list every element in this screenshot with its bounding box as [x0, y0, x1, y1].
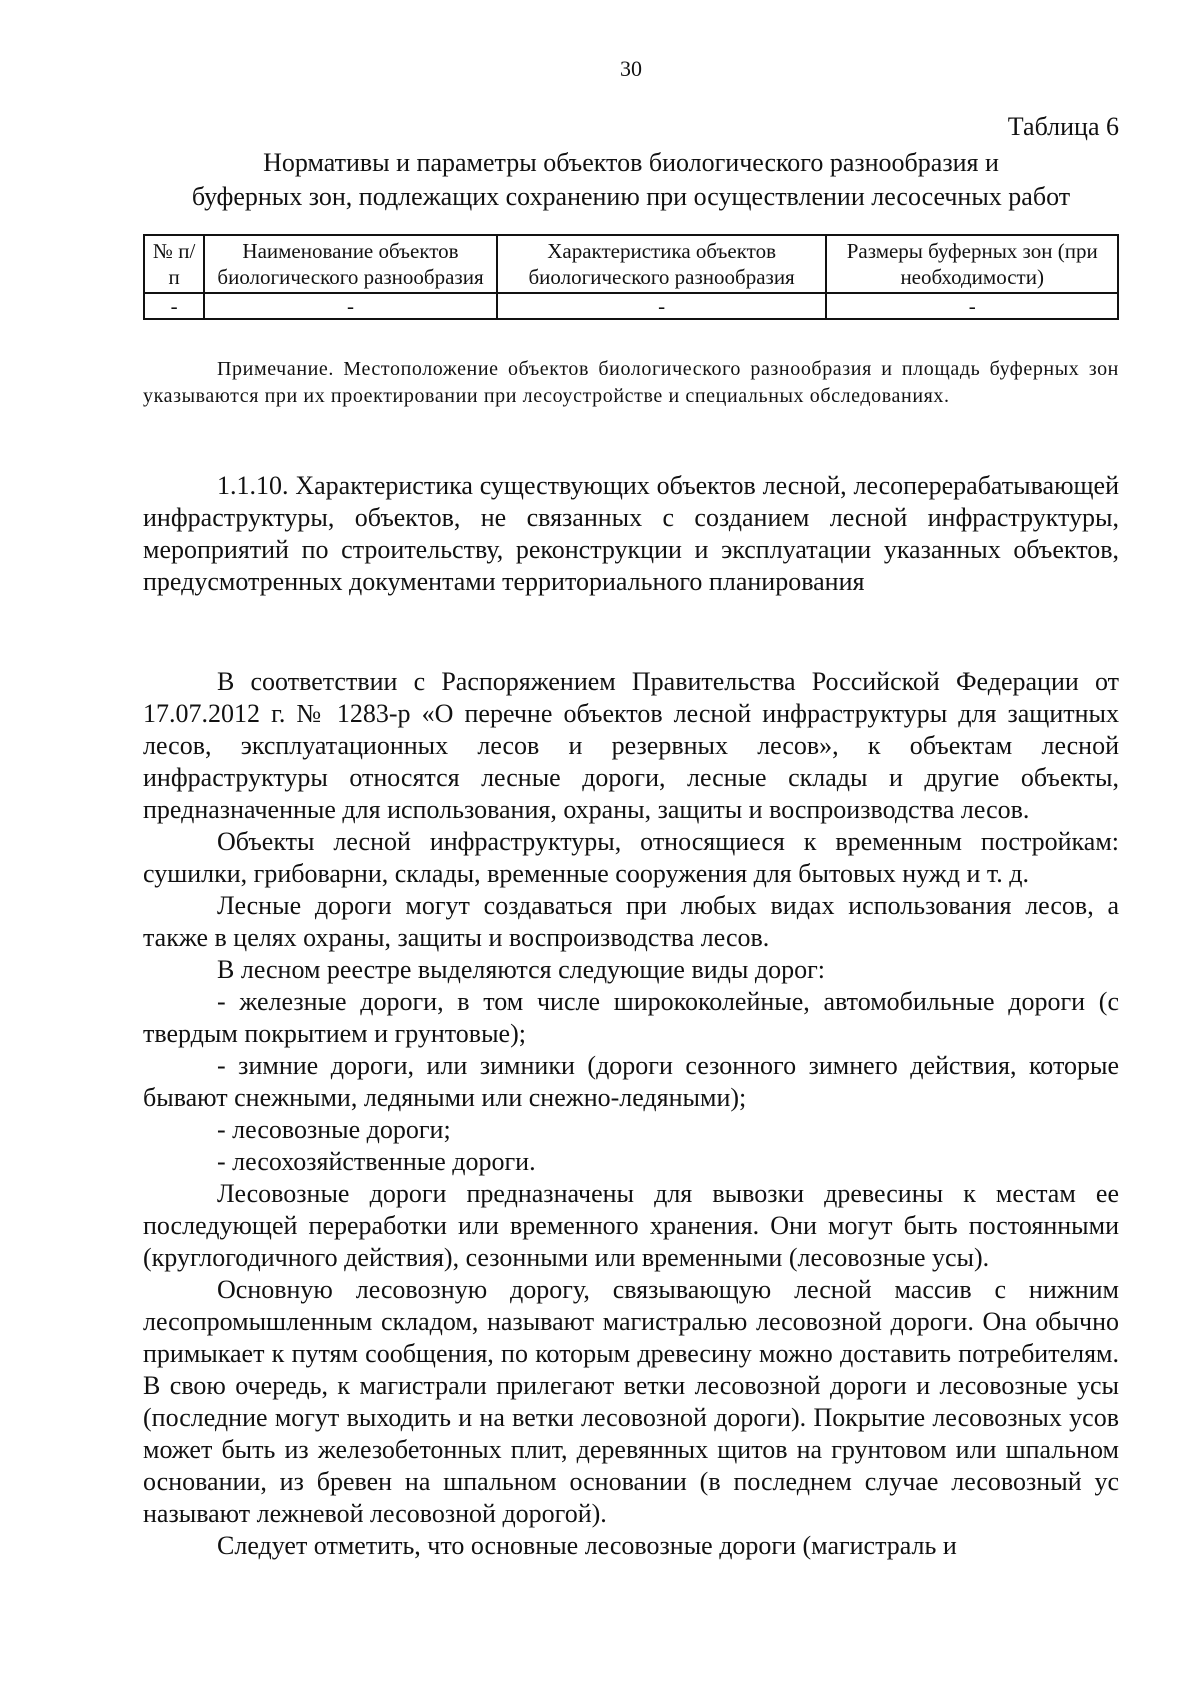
list-item: - лесохозяйственные дороги.	[217, 1147, 536, 1176]
header-cell-object-name: Наименование объектов биологического разнообразия	[204, 235, 497, 293]
table-note: Примечание. Местоположение объектов биологического разнообразия и площадь буферных зон указываются при их проектировании при лесоустройстве и специальных обследованиях.	[143, 358, 1119, 407]
table-title-line-1: Нормативы и параметры объектов биологического разнообразия и	[263, 148, 999, 177]
paragraph: Объекты лесной инфраструктуры, относящиеся к временным постройкам: сушилки, грибоварни, склады, временные сооружения для бытовых нужд и т. д.	[143, 827, 1119, 888]
header-cell-buffer-zone-size: Размеры буферных зон (при необходимости)	[826, 235, 1118, 293]
section-heading: 1.1.10. Характеристика существующих объектов лесной, лесоперерабатывающей инфраструктуры, объектов, не связанных с созданием лесной инфраструктуры, мероприятий по строительству, реконструкции и эксплуатации указанных объектов, предусмотренных документами территориального планирования	[143, 471, 1119, 596]
paragraph: Лесные дороги могут создаваться при любых видах использования лесов, а также в целях охраны, защиты и воспроизводства лесов.	[143, 891, 1119, 952]
list-item: - железные дороги, в том числе ширококолейные, автомобильные дороги (с твердым покрытием и грунтовые);	[143, 987, 1119, 1048]
paragraph: В лесном реестре выделяются следующие виды дорог:	[217, 955, 825, 984]
table-title-line-2: буферных зон, подлежащих сохранению при осуществлении лесосечных работ	[191, 182, 1071, 211]
table-cell: -	[204, 293, 497, 319]
header-cell-number: № п/п	[144, 235, 204, 293]
table-cell: -	[144, 293, 204, 319]
paragraph: В соответствии с Распоряжением Правительства Российской Федерации от 17.07.2012 г. № 1283-р «О перечне объектов лесной инфраструктуры для защитных лесов, эксплуатационных лесов и резервных лесов», к объектам лесной инфраструктуры относятся лесные дороги, лесные склады и другие объекты, предназначенные для использования, охраны, защиты и воспроизводства лесов.	[143, 667, 1119, 824]
list-item: - зимние дороги, или зимники (дороги сезонного зимнего действия, которые бывают снежными, ледяными или снежно-ледяными);	[143, 1051, 1119, 1112]
body-text	[143, 666, 1119, 1562]
table-header-row	[144, 235, 1118, 293]
page-number: 30	[620, 56, 642, 81]
table-row	[144, 293, 1118, 319]
list-item: - лесовозные дороги;	[217, 1115, 451, 1144]
table-label: Таблица 6	[1007, 112, 1119, 141]
biodiversity-table	[143, 234, 1119, 320]
paragraph: Следует отметить, что основные лесовозные дороги (магистраль и	[217, 1531, 957, 1560]
table-cell: -	[497, 293, 827, 319]
header-cell-object-characteristic: Характеристика объектов биологического разнообразия	[497, 235, 827, 293]
document-page	[143, 0, 1119, 1698]
paragraph: Основную лесовозную дорогу, связывающую лесной массив с нижним лесопромышленным складом, называют магистралью лесовозной дороги. Она обычно примыкает к путям сообщения, по которым древесину можно доставить потребителям. В свою очередь, к магистрали прилегают ветки лесовозной дороги и лесовозные усы (последние могут выходить и на ветки лесовозной дороги). Покрытие лесовозных усов может быть из железобетонных плит, деревянных щитов на грунтовом или шпальном основании, из бревен на шпальном основании (в последнем случае лесовозный ус называют лежневой лесовозной дорогой).	[143, 1275, 1119, 1528]
paragraph: Лесовозные дороги предназначены для вывозки древесины к местам ее последующей переработки или временного хранения. Они могут быть постоянными (круглогодичного действия), сезонными или временными (лесовозные усы).	[143, 1179, 1119, 1272]
table-title	[143, 146, 1119, 214]
table-cell: -	[826, 293, 1118, 319]
